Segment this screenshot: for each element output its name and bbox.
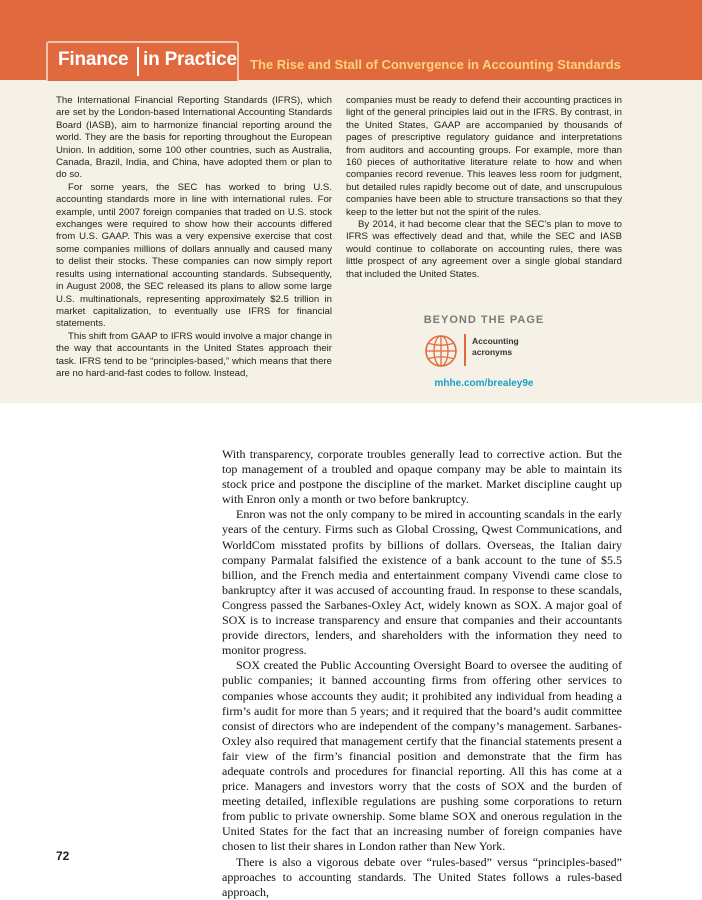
body-paragraph: With transparency, corporate troubles generally lead to corrective action. But the top management of a troubled and opaque company may be able to maintain its stock price and postpone the discipline of the market. Market discipline caught up with Enron only a month or two before bankruptcy. <box>222 447 622 507</box>
beyond-the-page-url[interactable]: mhhe.com/brealey9e <box>434 378 534 389</box>
box-title: The Rise and Stall of Convergence in Accounting Standards <box>250 57 621 72</box>
beyond-the-page-link[interactable] <box>424 332 544 372</box>
beyond-label-line1: Accounting <box>472 336 519 346</box>
box-paragraph: For some years, the SEC has worked to bring U.S. accounting standards more in line with international rules. For example, until 2007 foreign companies that traded on U.S. stock exchanges were required to show how their accounts differed from U.S. GAAP. This was a very expensive exercise that cost some companies millions of dollars annually and caused many to delist their stocks. These companies can now simply report results using international accounting standards. Subsequently, in August 2008, the SEC released its plans to allow some large U.S. multinationals, representing approximately $2.5 trillion in market capitalization, to eventually use IFRS for financial statements. <box>56 181 332 330</box>
beyond-the-page-label <box>472 336 552 358</box>
globe-icon <box>424 334 458 368</box>
body-paragraph: Enron was not the only company to be mired in accounting scandals in the early years of the century. Firms such as Global Crossing, Qwest Communications, and WorldCom misstated profits by billions of dollars. Overseas, the Italian dairy company Parmalat falsified the existence of a bank account to the tune of $5.5 billion, and the French media and entertainment company Vivendi came close to bankruptcy after it was accused of accounting fraud. In response to these scandals, Congress passed the Sarbanes-Oxley Act, widely known as SOX. A major goal of SOX is to increase transparency and ensure that companies and their accountants provide directors, lenders, and shareholders with the information they need to monitor progress. <box>222 507 622 658</box>
box-paragraph: By 2014, it had become clear that the SEC’s plan to move to IFRS was effectively dead and that, while the SEC and IASB would continue to collaborate on accounting rules, there was little prospect of any agreement over a single global standard that included the United States. <box>346 219 622 280</box>
box-paragraph: This shift from GAAP to IFRS would involve a major change in the way that accountants in the United States approach their task. IFRS tend to be “principles-based,” which means that there are no hard-and-fast codes to follow. Instead, <box>56 330 332 379</box>
box-right-column <box>346 95 622 281</box>
box-paragraph: The International Financial Reporting Standards (IFRS), which are set by the London-based International Accounting Standards Board (IASB), aim to harmonize financial reporting around the world. They are the basis for reporting throughout the European Union. In addition, some 100 other countries, such as Australia, Canada, Brazil, India, and China, have adopted them or plan to do so. <box>56 95 332 181</box>
body-paragraph: There is also a vigorous debate over “rules-based” versus “principles-based” approaches to accounting standards. The United States follows a rules-based approach, <box>222 854 622 899</box>
beyond-label-line2: acronyms <box>472 347 513 357</box>
beyond-the-page-title: BEYOND THE PAGE <box>423 314 545 326</box>
body-paragraph: SOX created the Public Accounting Oversight Board to oversee the auditing of public companies; it banned accounting firms from offering other services to companies whose accounts they audit; it prohibited any individual from heading a firm’s audit for more than 5 years; and it required that the board’s audit committee consist of directors who are independent of the company’s management. Sarbanes-Oxley also required that management certify that the financial statements present a fair view of the firm’s financial position and demonstrate that the firm has adequate controls and procedures for financial reporting. All this has come at a price. Managers and investors worry that the costs of SOX and the burden of meeting detailed, inflexible regulations are pushing some corporations to return from public to private ownership. Some blame SOX and onerous regulation in the United States for the fact that an increasing number of foreign companies have chosen to list their shares in London rather than New York. <box>222 658 622 854</box>
logo-divider <box>137 47 139 76</box>
beyond-the-page <box>346 314 622 389</box>
main-body-text <box>222 447 622 900</box>
finance-in-practice-logo <box>46 41 239 81</box>
box-paragraph: companies must be ready to defend their accounting practices in light of the general principles laid out in the IFRS. By contrast, in the United States, GAAP are accompanied by thousands of pages of prescriptive regulatory guidance and interpretations from auditors and accounting groups. For example, more than 160 pieces of authoritative literature relate to how and when companies record revenue. This leaves less room for judgment, but detailed rules rapidly become out of date, and unscrupulous companies have been able to structure transactions so that they keep to the letter but not the spirit of the rules. <box>346 95 622 218</box>
logo-word-in-practice: in Practice <box>143 49 237 70</box>
beyond-the-page-divider <box>464 334 466 366</box>
box-left-column <box>56 95 332 380</box>
logo-word-finance: Finance <box>58 49 129 70</box>
page-number: 72 <box>56 849 70 863</box>
